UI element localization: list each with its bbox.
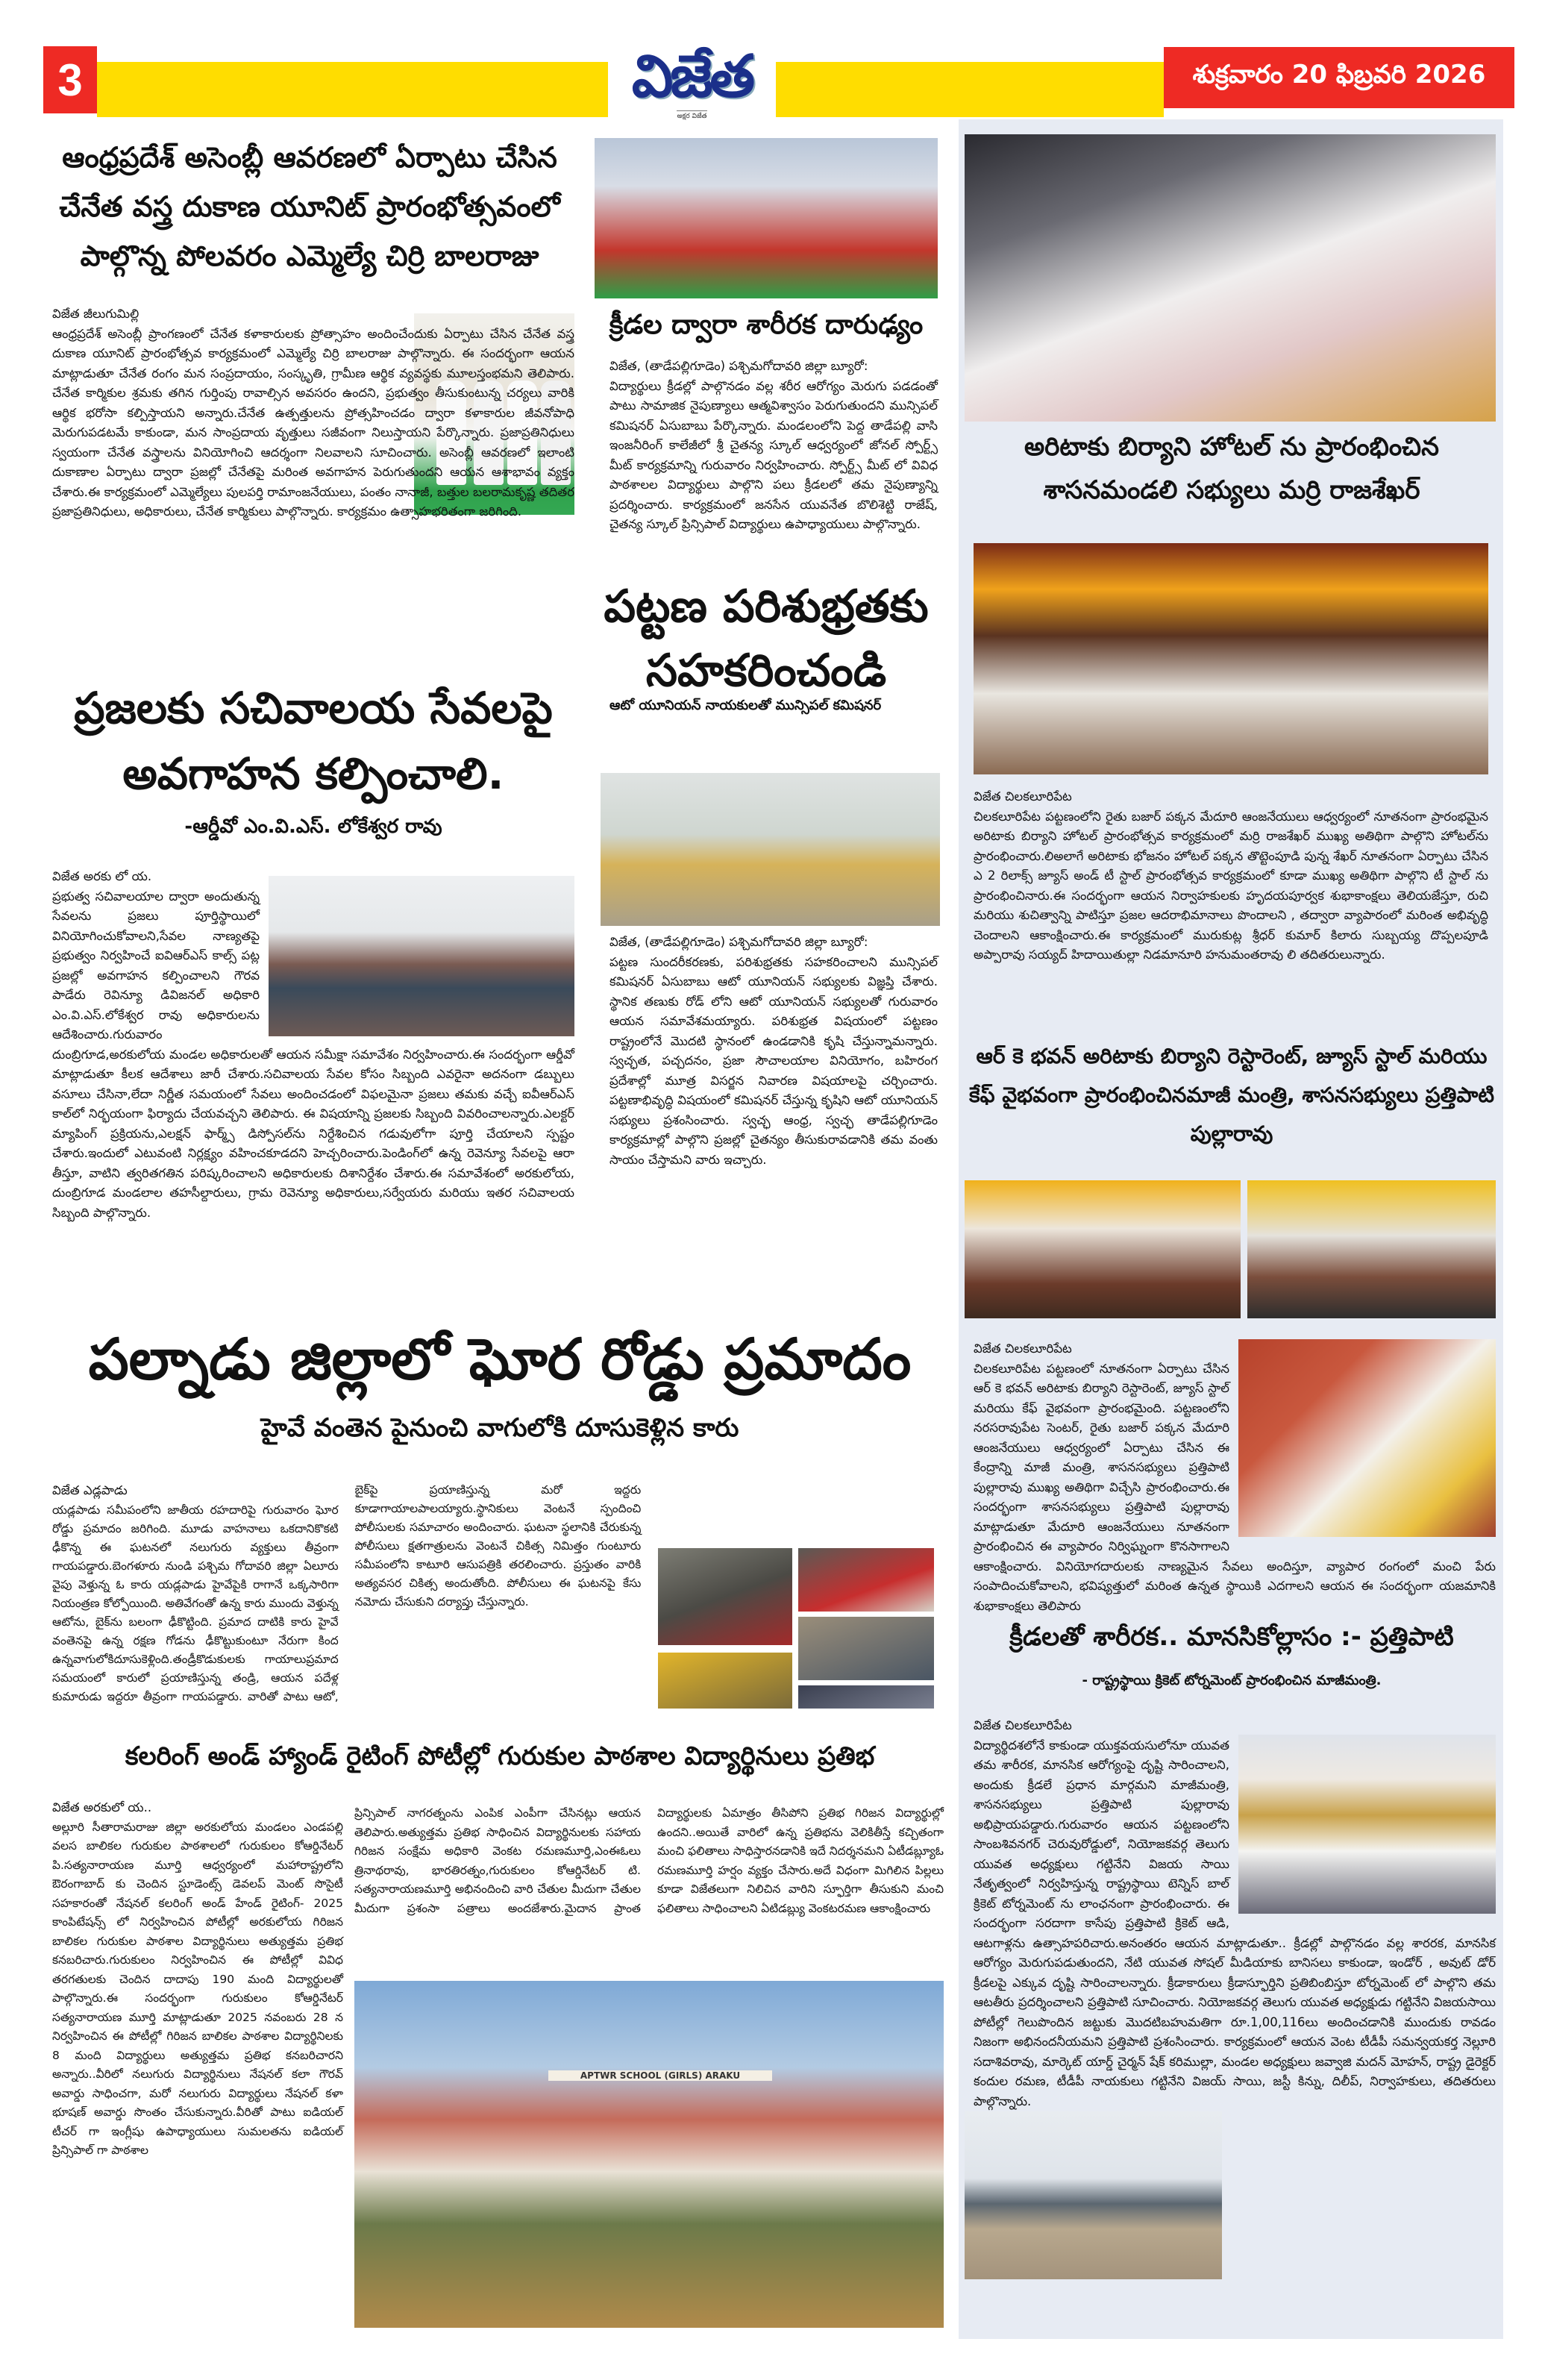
article-body: యడ్లపాడు సమీపంలోని జాతీయ రహదారిపై గురువారం ఘోర రోడ్డు ప్రమాదం జరిగింది. మూడు వాహనాలు ఒకదానికొకటి ఢీకొన్న ఈ ఘటనలో నలుగురు వ్యక్తులు తీవ్రంగా గాయపడ్డారు.బెంగళూరు నుండి పశ్చిమ గోదావరి జిల్లా ఏలూరు వైపు వెళ్తున్న ఓ కారు యడ్లపాడు హైవేపైకి రాగానే ఒక్కసారిగా నియంత్రణ కోల్పోయింది. అతివేగంతో ఉన్న కారు ముందు వెళ్తున్న ఆటోను, బైక్‌ను బలంగా ఢీకొట్టింది. ప్రమాద దాటికి కారు హైవే వంతెనపై ఉన్న రక్షణ గోడను ఢీకొట్టుకుంటూ నేరుగా కింద ఉన్నవాగులోకిదూసుకెళ్లింది.తండ్రీకొడుకులకు గాయాలుప్రమాద సమయంలో కారులో ప్రయాణిస్తున్న తండ్రి, ఆయన పదేళ్ల కుమారుడు ఇద్దరూ తీవ్రంగా గాయపడ్డారు. వారితో పాటు ఆటో, బైక్‌పై ప్రయాణిస్తున్న మరో ఇద్దరు కూడాగాయాలపాలయ్యారు.స్థానికులు వెంటనే స్పందించి పోలీసులకు సమాచారం అందించారు. ఘటనా స్థలానికి చేరుకున్న పోలీసులు క్షతగాత్రులను వెంటనే చికిత్స నిమిత్తం గుంటూరు సమీపంలోని కాటూరి ఆసుపత్రికి తరలించారు. ప్రస్తుతం వారికి అత్యవసర చికిత్స అందుతోంది. పోలీసులు ఈ ఘటనపై కేసు నమోదు చేసుకుని దర్యాప్తు చేస్తున్నారు. bbox=[52, 1483, 642, 1703]
photo-crashed-bike bbox=[798, 1548, 934, 1612]
dateline: విజేత చిలకలూరిపేట bbox=[974, 1341, 1072, 1356]
dateline: విజేత చిలకలూరిపేట bbox=[974, 1718, 1072, 1732]
page-number: 3 bbox=[43, 46, 97, 113]
photo-motorcycle bbox=[798, 1685, 934, 1709]
article-colouring-col1 bbox=[52, 1798, 343, 2161]
headline-accident: పల్నాడు జిల్లాలో ఘోర రోడ్డు ప్రమాదం bbox=[88, 1326, 912, 1392]
logo-mark: విజేత bbox=[631, 43, 753, 110]
photo-secretariat-meeting bbox=[269, 876, 574, 1036]
header-bar-left bbox=[97, 62, 608, 117]
photo-cricket-ground bbox=[965, 2111, 1222, 2279]
dateline: విజేత చిలకలూరిపేట bbox=[974, 789, 1072, 804]
byline-secretariat: -ఆర్డీవో ఎం.వి.ఎస్. లోకేశ్వర రావు bbox=[184, 815, 442, 838]
photo-sports-meet bbox=[595, 138, 938, 298]
article-body: విద్యార్థులు క్రీడల్లో పాల్గొనడం వల్ల శరీర ఆరోగ్యం మెరుగు పడడంతో పాటు సామాజిక నైపుణ్యాలు ఆత్మవిశ్వాసం పెరుగుతుందని మున్సిపల్ కమిషనర్ ఏసుబాబు పేర్కొన్నారు. మండలంలోని పెద్ద తాడేపల్లి వాసి ఇంజనీరింగ్ కాలేజీలో శ్రీ చైతన్య స్కూల్ ఆధ్వర్యంలో జోనల్ స్పోర్ట్స్ మీట్ కార్యక్రమాన్ని గురువారం నిర్వహించారు. స్పోర్ట్స్ మీట్ లో వివిధ పాఠశాలల విద్యార్థులు పాల్గొని పలు క్రీడలలో తమ నైపుణ్యాన్ని ప్రదర్శించారు. కార్యక్రమంలో జనసేన యువనేత బొలిశెట్టి రాజేష్, చైతన్య స్కూల్ ప్రిన్సిపాల్ విద్యార్థులు ఉపాధ్యాయులు పాల్గొన్నారు. bbox=[609, 378, 938, 531]
photo-auto-union-meeting bbox=[601, 773, 940, 926]
photo-biryani-hotel-opening bbox=[965, 134, 1496, 422]
photo-biryani-hotel-ribbon bbox=[974, 543, 1488, 774]
article-biryani-hotel bbox=[974, 787, 1488, 965]
photo-damaged-auto bbox=[658, 1653, 792, 1709]
headline-handloom: ఆంధ్రప్రదేశ్ అసెంబ్లీ ఆవరణలో ఏర్పాటు చేసిన చేనేత వస్త్ర దుకాణ యూనిట్ ప్రారంభోత్సవంలో పాల్గొన్న పోలవరం ఎమ్మెల్యే చిర్రి బాలరాజు bbox=[59, 141, 560, 272]
headline-colouring: కలరింగ్ అండ్ హ్యాండ్ రైటింగ్ పోటీల్లో గురుకుల పాఠశాల విద్యార్థినులు ప్రతిభ bbox=[125, 1741, 875, 1771]
headline-line: అవగాహన కల్పించాలి. bbox=[122, 748, 504, 799]
article-secretariat bbox=[52, 867, 574, 1223]
article-body: ప్రిన్సిపాల్ నాగరత్నంను ఎంపిక ఎంపీగా చేసినట్లు ఆయన తెలిపారు.అత్యుత్తమ ప్రతిభ సాధించిన విద్యార్థినులకు సహాయ గిరిజన సంక్షేమ అధికారి వెంకట రమణమూర్తి,ఎంఈఓలు త్రినాథరావు, భారతిరత్నం,గురుకులం కోఆర్డినేటర్ టి. సత్యనారాయణమూర్తి అభినందించి వారి చేతుల మీదుగా చేతుల మీదుగా ప్రశంసా పత్రాలు అందజేశారు.మైదాన ప్రాంత విద్యార్థులకు ఏమాత్రం తీసిపోని ప్రతిభ గిరిజన విద్యార్థుల్లో ఉందని..అయితే వారిలో ఉన్న ప్రతిభను వెలికితీస్తే కచ్చితంగా మంచి ఫలితాలు సాధిస్తారనడానికి ఇదే నిదర్శనమని ఏటీడబ్ల్యూఓ రమణమూర్తి హర్షం వ్యక్తం చేసారు.అదే విధంగా మిగిలిన పిల్లలు కూడా విజేతలుగా నిలిచిన వారిని స్ఫూర్తిగా తీసుకుని మంచి ఫలితాలు సాధించాలని ఏటిడబ్ల్యు వెంకటరమణ ఆకాంక్షించారు bbox=[354, 1806, 944, 1915]
article-cleanliness bbox=[609, 933, 938, 1170]
article-body: ప్రభుత్వ సచివాలయాల ద్వారా అందుతున్న సేవలను ప్రజలు పూర్తిస్థాయిలో వినియోగించుకోవాలని,సేవల నాణ్యతపై ప్రభుత్వం నిర్వహించే ఐవిఆర్ఎస్ కాల్స్ పట్ల ప్రజల్లో అవగాహన కల్పించాలని గౌరవ పాడేరు రెవిన్యూ డివిజనల్ అధికారి ఎం.వి.ఎస్.లోకేశ్వర రావు అధికారులను ఆదేశించారు.గురువారం దుంబ్రిగూడ,అరకులోయ మండల అధికారులతో ఆయన సమీక్షా సమావేశం నిర్వహించారు.ఈ సందర్భంగా ఆర్డీవో మాట్లాడుతూ కీలక ఆదేశాలు జారీ చేశారు.సచివాలయ సేవల కోసం సిబ్బంది ఎవరైనా అదనంగా డబ్బులు వసూలు చేసినా,లేదా నిర్ణీత సమయంలో సేవలు అందించడంలో విఫలమైనా ప్రజలు తమకు వచ్చే ఐవీఆర్ఎస్ కాల్‌లో నిర్భయంగా ఫిర్యాదు చేయవచ్చని తెలిపారు. ఈ విషయాన్ని ప్రజలకు సిబ్బంది వివరించాలన్నారు.ఎలక్టర్ మ్యాపింగ్ ప్రక్రియను,ఎలక్షన్ ఫార్మ్స్ డిస్పోసల్‌ను నిర్దేశించిన గడువులోగా పూర్తి చేయాలని స్పష్టం చేశారు.ఇందులో ఎటువంటి నిర్లక్ష్యం వహించకూడదని హెచ్చరించారు.పెండింగ్‌లో ఉన్న రెవెన్యూ సేవలపై ఆరా తీస్తూ, వాటిని త్వరితగతిన పరిష్కరించాలని అధికారులకు దిశానిర్దేశం చేశారు.ఈ సమావేశంలో అరకులోయ, దుంబ్రిగూడ మండలాల తహసీల్దారులు, గ్రామ రెవెన్యూ అధికారులు,సర్వేయరు మరియు ఇతర సచివాలయ సిబ్బంది పాల్గొన్నారు. bbox=[52, 889, 574, 1220]
article-body: చిలకలూరిపేట పట్టణంలో నూతనంగా ఏర్పాటు చేసిన ఆర్ కె భవన్ అరిటాకు బిర్యాని రెస్టారెంట్, జ్యూస్ స్టాల్ మరియు కేఫ్ వైభవంగా ప్రారంభమైంది. పట్టణంలోని నరసరావుపేట సెంటర్, రైతు బజార్ పక్కన మేదూరి ఆంజనేయులు ఆధ్వర్యంలో ఏర్పాటు చేసిన ఈ కేంద్రాన్ని మాజీ మంత్రి, శాసనసభ్యులు ప్రత్తిపాటి పుల్లారావు ముఖ్య అతిథిగా విచ్చేసి ప్రారంభించారు.ఈ సందర్భంగా శాసనసభ్యులు ప్రత్తిపాటి పుల్లారావు మాట్లాడుతూ మేదూరి ఆంజనేయులు నూతనంగా ప్రారంభించిన ఈ వ్యాపారం నిర్విఘ్నంగా కొనసాగాలని ఆకాంక్షించారు. వినియోగదారులకు నాణ్యమైన సేవలు అందిస్తూ, వ్యాపార రంగంలో మంచి పేరు సంపాదించుకోవాలని, భవిష్యత్తులో మరింత ఉన్నత స్థాయికి ఎదగాలని ఆయన ఈ సందర్భంగా యజమానికి శుభాకాంక్షలు తెలిపారు bbox=[974, 1361, 1496, 1613]
photo-crashed-car bbox=[658, 1548, 792, 1645]
headline-sports-fitness: క్రీడల ద్వారా శారీరక దారుఢ్యం bbox=[609, 310, 924, 340]
school-sign: APTWR SCHOOL (GIRLS) ARAKU bbox=[548, 2070, 772, 2081]
photo-accident-scene bbox=[798, 1617, 934, 1680]
article-body: చిలకలూరిపేట పట్టణంలోని రైతు బజార్ పక్కన మేదూరి ఆంజనేయులు ఆధ్వర్యంలో నూతనంగా ప్రారంభమైన అరిటాకు బిర్యాని హోటల్ ప్రారంభోత్సవ కార్యక్రమంలో మర్రి రాజశేఖర్ ముఖ్య అతిథిగా పాల్గొని హోటల్‌ను ప్రారంభించారు.లిఅలాగే అరిటాకు భోజనం హోటల్ పక్కన తొట్టెంపూడి పున్న శేఖర్ నూతనంగా ఏర్పాటు చేసిన ఎ 2 రిలాక్స్ జ్యూస్ అండ్ టీ స్టాల్ ప్రారంభోత్సవ కార్యక్రమంలో కూడా ముఖ్య అతిథిగా పాల్గొని టీ స్టాల్ ను ప్రారంభించినారు.ఈ సందర్భంగా ఆయన నిర్వాహకులకు హృదయపూర్వక శుభాకాంక్షలు తెలియజేస్తూ, రుచి మరియు శుచిత్వాన్ని పాటిస్తూ ప్రజల ఆదరాభిమానాలు పొందాలని , తద్వారా వ్యాపారంలో మరింత అభివృద్ధి చెందాలని ఆకాంక్షించారు.ఈ కార్యక్రమంలో మురుకుట్ల శ్రీధర్ కుమార్ కిలారు సుబ్బయ్య దొప్పలపూడి అప్పారావు సయ్యద్ హిదాయితుల్లా నిడమానూరి హనుమంతరావు లి తదితరులున్నారు. bbox=[974, 809, 1488, 962]
headline-secretariat bbox=[52, 675, 574, 807]
headline-line: పట్టణ పరిశుభ్రతకు bbox=[604, 580, 929, 633]
photo-rk-bhavan-3 bbox=[1238, 1339, 1496, 1537]
article-body: విద్యార్థిదశలోనే కాకుండా యుక్తవయసులోనూ యువత తమ శారీరక, మానసిక ఆరోగ్యంపై దృష్టి సారించాలని, అందుకు క్రీడలే ప్రధాన మార్గమని మాజీమంత్రి, శాసనసభ్యులు ప్రత్తిపాటి పుల్లారావు అభిప్రాయపడ్డారు.గురువారం ఆయన పట్టణంలోని సాంబశివనగర్ చెరువురోడ్డులో, నియోజకవర్గ తెలుగు యువత అధ్యక్షులు గట్టినేని విజయ సాయి నేతృత్వంలో నిర్వహిస్తున్న రాష్ట్రస్థాయి టెన్నిస్ బాల్ క్రికెట్ టోర్నమెంట్ ను లాంఛనంగా ప్రారంభించారు. ఈ సందర్భంగా సరదాగా కాసేపు ప్రత్తిపాటి క్రికెట్ ఆడి, ఆటగాళ్లను ఉత్సాహపరిచారు.అనంతరం ఆయన మాట్లాడుతూ.. క్రీడల్లో పాల్గొనడం వల్ల శారరక, మానసిక ఆరోగ్యం మెరుగుపడుతుందని, నేటి యువత సోషల్ మీడియాకు బానిసలు కాకుండా, ఇండోర్ , అవుట్ డోర్ క్రీడలపై ఎక్కువ దృష్టి సారించాలన్నారు. క్రీడాకారులు క్రీడాస్ఫూర్తిని ప్రతిబింబిస్తూ టోర్నమెంట్ లో పాల్గొని తమ ఆటతీరు ప్రదర్శించాలని ప్రత్తిపాటి సూచించారు. నియోజకవర్గ తెలుగు యువత అధ్యక్షుడు గట్టినేని విజయసాయి పోటీల్లో గెలుపొందిన జట్టుకు మొదటిబహుమతిగా రూ.1,00,116లు అందించడానికి ముందుకు రావడం నిజంగా అభినందనీయమని ప్రత్తిపాటి ప్రశంసించారు. కార్యక్రమంలో ఆయన వెంట టీడీపీ సమన్వయకర్త నెల్లూరి సదాశివరావు, మార్కెట్ యార్డ్ చైర్మన్ షేక్ కరిముల్లా, మండల అధ్యక్షులు జవ్వాజి మదన్ మోహన్, రాష్ట్ర డైరెక్టర్ కందుల రమణ, టీడీపీ నాయకులు గట్టినేని విజయ్ సాయి, జస్టీ కిన్ను, దిలీప్, నిర్వాహకులు, తదితరులు పాల్గొన్నారు. bbox=[974, 1738, 1496, 2108]
issue-date: శుక్రవారం 20 ఫిబ్రవరి 2026 bbox=[1164, 47, 1514, 108]
photo-cricket-tournament bbox=[1238, 1735, 1496, 1914]
article-handloom bbox=[52, 304, 574, 522]
photo-rk-bhavan-2 bbox=[1247, 1180, 1496, 1318]
header-bar-right bbox=[776, 62, 1164, 117]
headline-cleanliness bbox=[595, 574, 938, 703]
headline-line: ప్రజలకు సచివాలయ సేవలపై bbox=[74, 683, 553, 733]
logo-tagline: అక్షర విజేత bbox=[677, 110, 706, 122]
dateline: విజేత జీలుగుమిల్లి bbox=[52, 307, 140, 321]
article-colouring-col23 bbox=[354, 1804, 944, 1976]
photo-gurukul-students bbox=[354, 1981, 944, 2328]
dateline: విజేత అరకులో య.. bbox=[52, 1800, 152, 1814]
headline-rk-bhavan: ఆర్ కె భవన్ అరిటాకు బిర్యాని రెస్టారెంట్, జ్యూస్ స్టాల్ మరియు కేఫ్ వైభవంగా ప్రారంభించినమాజీ మంత్రి, శాసనసభ్యులు ప్రత్తిపాటి పుల్లారావు bbox=[969, 1044, 1494, 1146]
subhead-accident: హైవే వంతెన పైనుంచి వాగులోకి దూసుకెళ్లిన కారు bbox=[260, 1413, 739, 1443]
accident-photo-grid bbox=[658, 1548, 945, 1709]
masthead-logo bbox=[608, 36, 776, 129]
dateline: విజేత అరకు లో య. bbox=[52, 869, 152, 883]
headline-cricket: క్రీడలతో శారీరక.. మానసికోల్లాసం :- ప్రత్తిపాటి bbox=[1009, 1622, 1454, 1652]
dateline: విజేత, (తాడేపల్లిగూడెం) పశ్చిమగోదావరి జిల్లా బ్యూరో: bbox=[609, 935, 868, 949]
article-rk-bhavan bbox=[974, 1339, 1496, 1616]
subhead-cricket: - రాష్ట్రస్థాయి క్రికెట్ టోర్నమెంట్ ప్రారంభించిన మాజీమంత్రి. bbox=[1082, 1673, 1382, 1688]
headline-line: సహకరించండి bbox=[645, 645, 887, 697]
article-body: పట్టణ సుందరీకరణకు, పరిశుభ్రతకు సహకరించాలని మున్సిపల్ కమిషనర్ ఏసుబాబు ఆటో యూనియన్ సభ్యులకు విజ్ఞప్తి చేశారు. స్థానిక తణుకు రోడ్ లోని ఆటో యూనియన్ సభ్యులతో గురువారం ఆయన సమావేశమయ్యారు. పరిశుభ్రత విషయంలో పట్టణం రాష్ట్రంలోనే మొదటి స్థానంలో ఉండడానికి కృషి చేస్తున్నామన్నారు. స్వచ్ఛత, పచ్చదనం, ప్రజా సౌచాలయాల వినియోగం, బహిరంగ ప్రదేశాల్లో మూత్ర విసర్జన నివారణ విషయాలపై చర్చించారు. పట్టణాభివృద్ధి విషయంలో కమిషనర్ చేస్తున్న కృషిని ఆటో యూనియన్ సభ్యులు ప్రశంసించారు. స్వచ్ఛ ఆంధ్ర, స్వచ్ఛ తాడేపల్లిగూడెం కార్యక్రమాల్లో పాల్గొని ప్రజల్లో చైతన్యం తీసుకురావడానికి తమ వంతు సాయం చేస్తామని వారు ఇచ్చారు. bbox=[609, 954, 938, 1167]
subhead-cleanliness: ఆటో యూనియన్ నాయకులతో మున్సిపల్ కమిషనర్ bbox=[609, 698, 882, 713]
headline-biryani-hotel: అరిటాకు బిర్యాని హోటల్ ను ప్రారంభించిన శాసనమండలి సభ్యులు మర్రి రాజశేఖర్ bbox=[1024, 432, 1439, 505]
dateline: విజేత, (తాడేపల్లిగూడెం) పశ్చిమగోదావరి జిల్లా బ్యూరో: bbox=[609, 359, 868, 373]
dateline: విజేత ఎడ్లపాడు bbox=[52, 1483, 128, 1497]
photo-rk-bhavan-1 bbox=[965, 1180, 1241, 1318]
article-body: ఆంధ్రప్రదేశ్ అసెంబ్లీ ప్రాంగణంలో చేనేత కళాకారులకు ప్రోత్సాహం అందించేందుకు ఏర్పాటు చేసిన చేనేత వస్త్ర దుకాణ యూనిట్ ప్రారంభోత్సవ కార్యక్రమంలో ఎమ్మెల్యే చిర్రి బాలరాజు పాల్గొన్నారు. ఈ సందర్భంగా ఆయన మాట్లాడుతూ చేనేత రంగం మన సంప్రదాయం, సంస్కృతి, గ్రామీణ ఆర్థిక వ్యవస్థకు మూలస్తంభమని తెలిపారు. చేనేత కార్మికుల శ్రమకు తగిన గుర్తింపు రావాల్సిన అవసరం ఉందని, ప్రభుత్వం తీసుకుంటున్న చర్యలు వారికి ఆర్థిక భరోసా కల్పిస్తాయని అన్నారు.చేనేత ఉత్పత్తులను ప్రోత్సహించడం ద్వారా కళాకారుల జీవనోపాధి మెరుగుపడటమే కాకుండా, మన సాంప్రదాయ వృత్తులు సజీవంగా నిలుస్తాయని పేర్కొన్నారు. ప్రజాప్రతినిధులు స్వయంగా చేనేత వస్త్రాలను వినియోగించి ఆదర్శంగా నిలవాలని సూచించారు. అసెంబ్లీ ఆవరణలో ఇలాంటి దుకాణాల ఏర్పాటు ద్వారా ప్రజల్లో చేనేతపై మరింత అవగాహన పెరుగుతుందని ఆయన ఆశాభావం వ్యక్తం చేశారు.ఈ కార్యక్రమంలో ఎమ్మెల్యేలు పులపర్తి రామాంజనేయులు, పంతం నానాజీ, బత్తుల బలరామకృష్ణ తదితర ప్రజాప్రతినిధులు, అధికారులు, చేనేత కార్మికులు పాల్గొన్నారు. కార్యక్రమం ఉత్సాహభరితంగా జరిగింది. bbox=[52, 326, 574, 519]
article-body: అల్లూరి సీతారామరాజు జిల్లా అరకులోయ మండలం ఎండపల్లి వలస బాలికల గురుకుల పాఠశాలలో గురుకులం కోఆర్డినేటర్ పి.సత్యనారాయణ మూర్తి ఆధ్వర్యంలో మహారాష్ట్రలోని ఔరంగాబాద్ కు చెందిన స్టూడెంట్స్ డెవలప్ మెంట్ సొసైటీ సహకారంతో నేషనల్ కలరింగ్ అండ్ హేండ్ రైటింగ్- 2025 కాంపిటేషన్స్ లో నిర్వహించిన పోటీల్లో అరకులోయ గిరిజన బాలికల గురుకుల పాఠశాల విద్యార్థినులు అత్యుత్తమ ప్రతిభ కనబరిచారు.గురుకులం నిర్వహించిన ఈ పోటీల్లో వివిధ తరగతులకు చెందిన దాదాపు 190 మంది విద్యార్థులతో పాల్గొన్నారు.ఈ సందర్భంగా గురుకులం కోఆర్డినేటర్ సత్యనారాయణ మూర్తి మాట్లాడుతూ 2025 నవంబరు 28 న నిర్వహించిన ఈ పోటీల్లో గిరిజన బాలికల పాఠశాల విద్యార్థినిలకు 8 మంది విద్యార్థులు అత్యుత్తమ ప్రతిభ కనబరిచారని అన్నారు..వీరిలో నలుగురు విద్యార్థినులు నేషనల్ కలా గౌరవ్ అవార్డు సాధించగా, మరో నలుగురు విద్యార్థులు నేషనల్ కళా భూషణ్ అవార్డు సొంతం చేసుకున్నారు.వీరితో పాటు ఐడియల్ టీచర్ గా ఇంగ్లీషు ఉపాధ్యాయులు సుమలతను ఐడియల్ ప్రిన్సిపాల్ గా పాఠశాల bbox=[52, 1820, 343, 2157]
article-cricket bbox=[974, 1716, 1496, 2111]
article-sports-fitness bbox=[609, 357, 938, 535]
